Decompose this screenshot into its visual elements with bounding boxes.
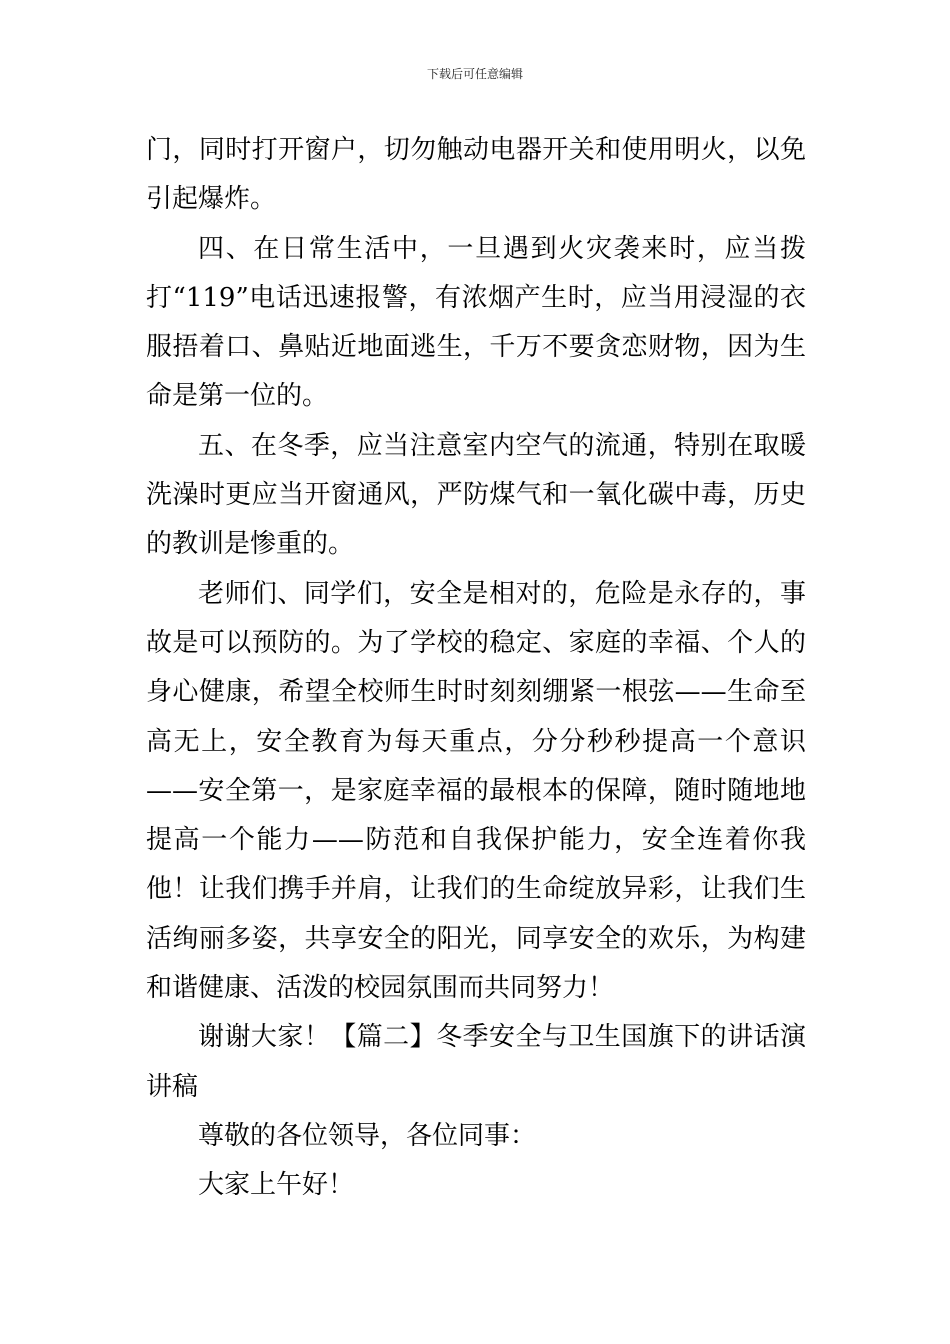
paragraph-continuation: 门，同时打开窗户，切勿触动电器开关和使用明火，以免引起爆炸。 [146, 135, 806, 215]
paragraph-closing-appeal: 老师们、同学们，安全是相对的，危险是永存的，事故是可以预防的。为了学校的稳定、家庭的幸福、个人的身心健康，希望全校师生时时刻刻绷紧一根弦——生命至高无上，安全教育为每天重点，分分秒秒提高一个意识——安全第一，是家庭幸福的最根本的保障，随时随地地提高一个能力——防范和自我保护能力，安全连着你我他！让我们携手并肩，让我们的生命绽放异彩，让我们生活绚丽多姿，共享安全的阳光，同享安全的欢乐，为构建和谐健康、活泼的校园氛围而共同努力！ [146, 578, 806, 1004]
paragraph-item-four: 四、在日常生活中，一旦遇到火灾袭来时，应当拨打“119”电话迅速报警，有浓烟产生时，应当用浸湿的衣服捂着口、鼻贴近地面逃生，千万不要贪恋财物，因为生命是第一位的。 [146, 233, 806, 412]
page-header: 下载后可任意编辑 [426, 67, 523, 81]
paragraph-item-five: 五、在冬季，应当注意室内空气的流通，特别在取暖洗澡时更应当开窗通风，严防煤气和一氧化碳中毒，历史的教训是惨重的。 [146, 430, 806, 560]
paragraph-salutation: 尊敬的各位领导，各位同事： [198, 1120, 537, 1151]
paragraph-greeting: 大家上午好！ [198, 1170, 355, 1201]
paragraph-thanks-and-section-title: 谢谢大家！【篇二】冬季安全与卫生国旗下的讲话演讲稿 [146, 1022, 806, 1102]
document-body [146, 126, 806, 1211]
